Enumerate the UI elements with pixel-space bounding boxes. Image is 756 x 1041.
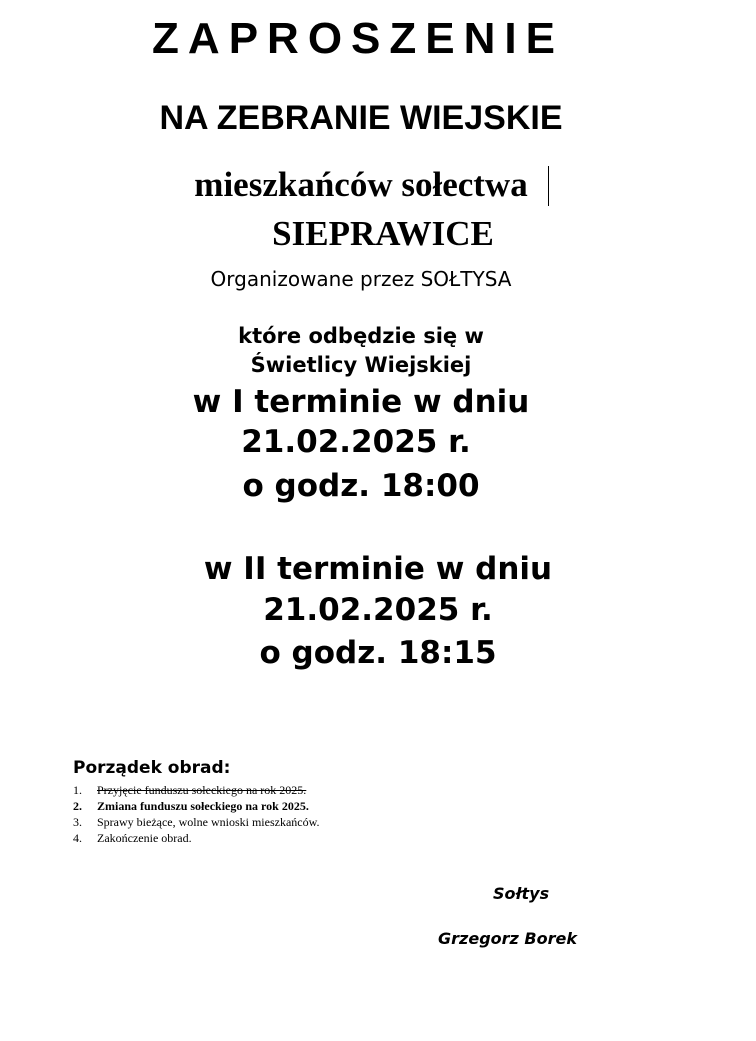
- agenda-item-text: Zmiana funduszu sołeckiego na rok 2025.: [97, 799, 309, 813]
- agenda-item: [73, 798, 320, 814]
- signature-role: Sołtys: [493, 884, 550, 903]
- first-term-heading: w I terminie w dniu: [192, 384, 530, 420]
- venue-line-2: Świetlicy Wiejskiej: [250, 353, 472, 377]
- first-term-time: o godz. 18:00: [242, 468, 480, 504]
- second-term-date: 21.02.2025 r.: [263, 592, 493, 628]
- agenda-item-number: 1.: [73, 783, 82, 797]
- organizer-line: Organizowane przez SOŁTYSA: [210, 267, 512, 291]
- agenda-item: [73, 814, 320, 830]
- agenda-title: Porządek obrad:: [73, 758, 231, 778]
- village-name: SIEPRAWICE: [272, 214, 494, 253]
- text-cursor: [548, 166, 549, 206]
- agenda-list: [73, 782, 320, 846]
- agenda-item-text: Sprawy bieżące, wolne wnioski mieszkańców.: [97, 815, 320, 829]
- agenda-item-text: Przyjęcie funduszu sołeckiego na rok 2025.: [97, 783, 307, 797]
- invitation-title: ZAPROSZENIE: [152, 14, 564, 63]
- agenda-item-number: 3.: [73, 815, 82, 829]
- signature-name: Grzegorz Borek: [438, 929, 577, 948]
- agenda-item: [73, 830, 320, 846]
- agenda-item-number: 2.: [73, 799, 82, 813]
- first-term-date: 21.02.2025 r.: [241, 424, 471, 460]
- agenda-item-text: Zakończenie obrad.: [97, 831, 192, 845]
- agenda-item: [73, 782, 320, 798]
- meeting-subtitle: NA ZEBRANIE WIEJSKIE: [159, 99, 563, 137]
- agenda-item-number: 4.: [73, 831, 82, 845]
- venue-line-1: które odbędzie się w: [238, 324, 484, 348]
- residents-line: mieszkańców sołectwa: [194, 165, 528, 204]
- second-term-heading: w II terminie w dniu: [203, 551, 553, 587]
- second-term-time: o godz. 18:15: [259, 635, 497, 671]
